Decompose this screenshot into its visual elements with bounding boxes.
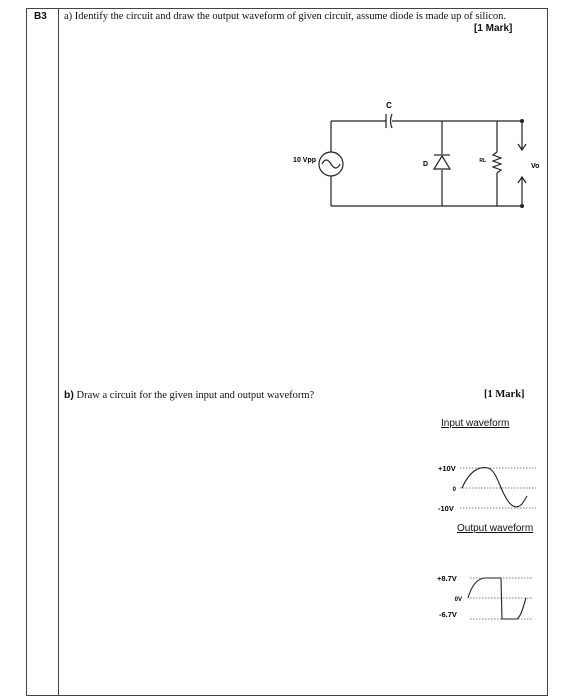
output-waveform-title: Output waveform [457, 523, 534, 534]
input-neg-label: -10V [438, 504, 454, 513]
capacitor-label: C [386, 101, 392, 110]
question-number: B3 [34, 11, 47, 22]
output-pos-label: +8.7V [437, 574, 457, 583]
input-waveform-title: Input waveform [441, 418, 510, 429]
diode-label: D [422, 161, 428, 168]
output-label: Vo [531, 163, 540, 170]
part-a-text: a) Identify the circuit and draw the output waveform of given circuit, assume diode is made up of silicon. [64, 11, 507, 22]
part-b-marks: [1 Mark] [484, 389, 525, 400]
part-b-question: Draw a circuit for the given input and output waveform? [73, 390, 315, 401]
resistor-label: RL [479, 158, 486, 164]
output-neg-label: -6.7V [439, 610, 457, 619]
part-a-marks: [1 Mark] [474, 23, 513, 34]
source-label: 10 Vpp [293, 157, 316, 164]
output-clipped-wave [468, 578, 526, 619]
input-zero-label: 0 [452, 487, 456, 493]
part-b-prefix: b) [64, 389, 74, 401]
input-pos-label: +10V [438, 464, 456, 473]
output-zero-label: 0V [454, 597, 462, 603]
